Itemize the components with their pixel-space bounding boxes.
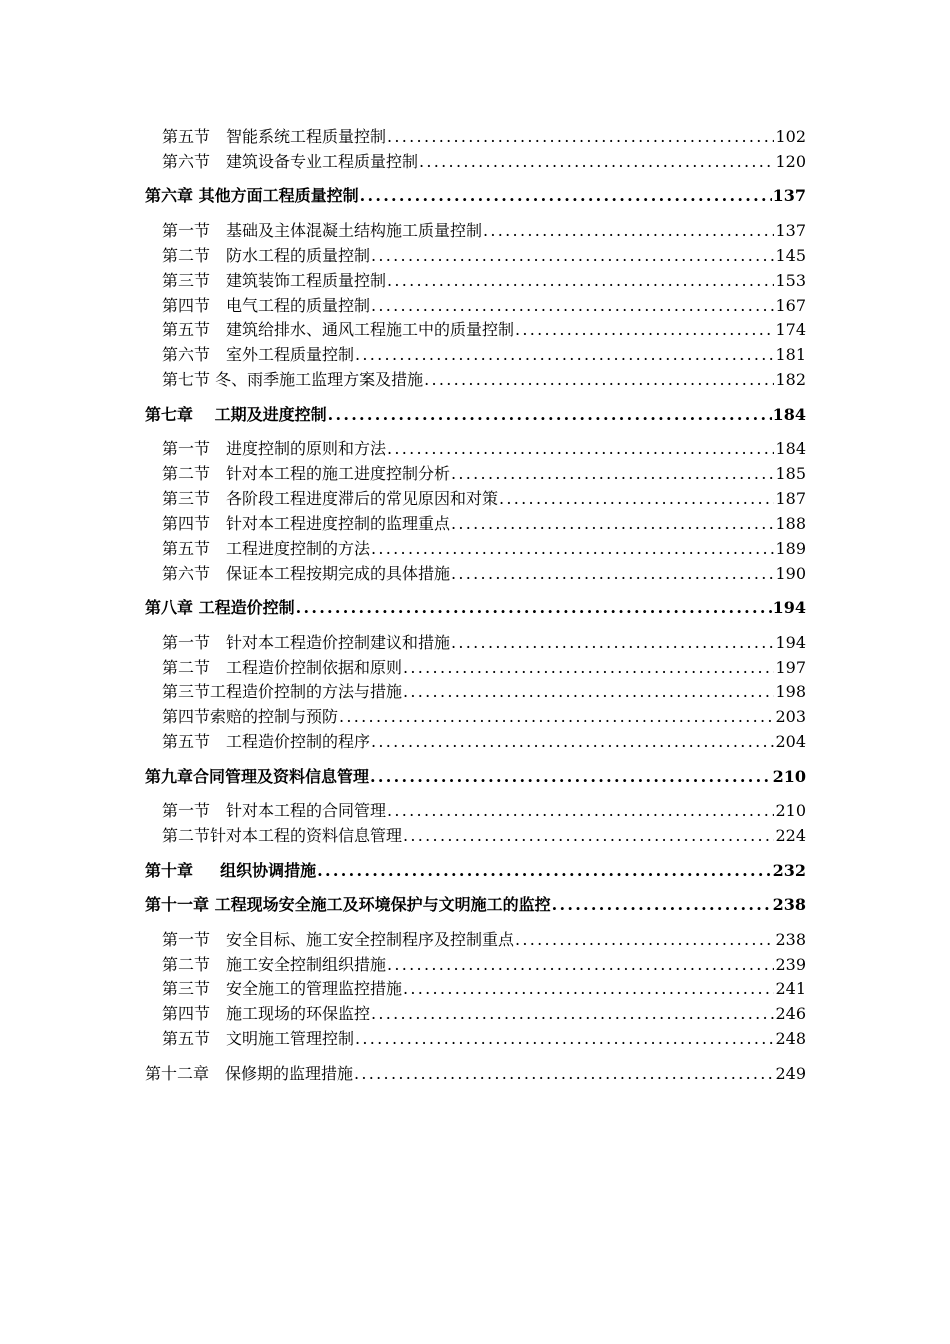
toc-entry-label: 第四节 电气工程的质量控制 bbox=[162, 296, 371, 315]
toc-entry-section[interactable] bbox=[162, 1003, 806, 1025]
toc-dot-leader bbox=[371, 538, 774, 560]
toc-entry-chapter[interactable] bbox=[145, 766, 806, 788]
toc-entry-section[interactable] bbox=[162, 270, 806, 292]
toc-dot-leader bbox=[387, 954, 774, 976]
toc-dot-leader bbox=[317, 860, 771, 882]
toc-entry-label: 第一节 基础及主体混凝土结构施工质量控制 bbox=[162, 221, 483, 240]
toc-entry-section[interactable] bbox=[162, 632, 806, 654]
toc-entry-label: 第三节 建筑装饰工程质量控制 bbox=[162, 271, 387, 290]
toc-page-number: 167 bbox=[775, 296, 806, 315]
toc-entry-section[interactable] bbox=[162, 978, 806, 1000]
toc-entry-label: 第一节 针对本工程造价控制建议和措施 bbox=[162, 633, 451, 652]
toc-entry-label: 第一节 安全目标、施工安全控制程序及控制重点 bbox=[162, 930, 515, 949]
toc-entry-label: 第三节 安全施工的管理监控措施 bbox=[162, 979, 403, 998]
toc-entry-section[interactable] bbox=[162, 344, 806, 366]
toc-entry-label: 第七节 冬、雨季施工监理方案及措施 bbox=[162, 370, 424, 389]
toc-dot-leader bbox=[515, 319, 774, 341]
toc-dot-leader bbox=[403, 825, 774, 847]
toc-entry-section[interactable] bbox=[162, 319, 806, 341]
toc-entry-section[interactable] bbox=[162, 488, 806, 510]
toc-dot-leader bbox=[403, 657, 774, 679]
toc-dot-leader bbox=[403, 978, 774, 1000]
toc-page-number: 203 bbox=[775, 707, 806, 726]
toc-entry-section[interactable] bbox=[162, 513, 806, 535]
toc-dot-leader bbox=[387, 126, 774, 148]
toc-page-number: 198 bbox=[775, 682, 806, 701]
toc-page-number: 137 bbox=[775, 221, 806, 240]
toc-page-number: 238 bbox=[775, 930, 806, 949]
toc-entry-section[interactable] bbox=[162, 825, 806, 847]
toc-entry-section[interactable] bbox=[162, 295, 806, 317]
toc-page-number: 184 bbox=[772, 405, 806, 424]
toc-entry-label: 第六节 建筑设备专业工程质量控制 bbox=[162, 152, 419, 171]
toc-entry-label: 第十章 组织协调措施 bbox=[145, 861, 317, 880]
toc-dot-leader bbox=[355, 1028, 774, 1050]
toc-entry-section[interactable] bbox=[162, 463, 806, 485]
toc-entry-label: 第一节 针对本工程的合同管理 bbox=[162, 801, 387, 820]
toc-page-number: 194 bbox=[775, 633, 806, 652]
toc-entry-section[interactable] bbox=[162, 657, 806, 679]
toc-dot-leader bbox=[483, 220, 774, 242]
toc-entry-label: 第五节 文明施工管理控制 bbox=[162, 1029, 355, 1048]
toc-dot-leader bbox=[355, 344, 774, 366]
toc-dot-leader bbox=[424, 369, 774, 391]
toc-page-number: 153 bbox=[775, 271, 806, 290]
toc-dot-leader bbox=[371, 1003, 774, 1025]
toc-page-number: 120 bbox=[775, 152, 806, 171]
toc-entry-chapter[interactable] bbox=[145, 1063, 806, 1085]
toc-dot-leader bbox=[419, 151, 774, 173]
toc-dot-leader bbox=[387, 800, 774, 822]
toc-page-number: 232 bbox=[772, 861, 806, 880]
toc-dot-leader bbox=[296, 597, 772, 619]
toc-entry-label: 第六章 其他方面工程质量控制 bbox=[145, 186, 359, 205]
toc-entry-label: 第一节 进度控制的原则和方法 bbox=[162, 439, 387, 458]
toc-entry-label: 第十二章 保修期的监理措施 bbox=[145, 1064, 354, 1083]
toc-entry-label: 第五节 工程进度控制的方法 bbox=[162, 539, 371, 558]
toc-page-number: 102 bbox=[775, 127, 806, 146]
toc-page-number: 204 bbox=[775, 732, 806, 751]
toc-entry-label: 第十一章 工程现场安全施工及环境保护与文明施工的监控 bbox=[145, 895, 551, 914]
toc-entry-label: 第三节工程造价控制的方法与措施 bbox=[162, 682, 403, 701]
toc-entry-label: 第二节 施工安全控制组织措施 bbox=[162, 955, 387, 974]
toc-page-number: 241 bbox=[775, 979, 806, 998]
toc-entry-section[interactable] bbox=[162, 731, 806, 753]
toc-entry-label: 第八章 工程造价控制 bbox=[145, 598, 295, 617]
toc-entry-section[interactable] bbox=[162, 245, 806, 267]
toc-page-number: 188 bbox=[775, 514, 806, 533]
toc-dot-leader bbox=[360, 185, 772, 207]
toc-entry-label: 第五节 工程造价控制的程序 bbox=[162, 732, 371, 751]
toc-entry-label: 第七章 工期及进度控制 bbox=[145, 405, 327, 424]
toc-dot-leader bbox=[328, 404, 772, 426]
toc-entry-label: 第四节 施工现场的环保监控 bbox=[162, 1004, 371, 1023]
toc-dot-leader bbox=[451, 632, 774, 654]
toc-dot-leader bbox=[371, 295, 774, 317]
toc-entry-label: 第二节针对本工程的资料信息管理 bbox=[162, 826, 403, 845]
toc-page-number: 239 bbox=[775, 955, 806, 974]
toc-page-number: 181 bbox=[775, 345, 806, 364]
toc-page-number: 246 bbox=[775, 1004, 806, 1023]
toc-page-number: 210 bbox=[775, 801, 806, 820]
toc-entry-label: 第九章合同管理及资料信息管理 bbox=[145, 767, 370, 786]
toc-entry-section[interactable] bbox=[162, 126, 806, 148]
toc-entry-section[interactable] bbox=[162, 151, 806, 173]
toc-page-number: 145 bbox=[775, 246, 806, 265]
toc-page-number: 187 bbox=[775, 489, 806, 508]
toc-page-number: 249 bbox=[775, 1064, 806, 1083]
toc-page-number: 224 bbox=[775, 826, 806, 845]
toc-entry-label: 第三节 各阶段工程进度滞后的常见原因和对策 bbox=[162, 489, 499, 508]
toc-dot-leader bbox=[451, 563, 774, 585]
toc-entry-label: 第四节 针对本工程进度控制的监理重点 bbox=[162, 514, 451, 533]
toc-dot-leader bbox=[371, 245, 774, 267]
toc-dot-leader bbox=[339, 706, 774, 728]
toc-entry-section[interactable] bbox=[162, 681, 806, 703]
toc-entry-section[interactable] bbox=[162, 954, 806, 976]
toc-entry-label: 第二节 针对本工程的施工进度控制分析 bbox=[162, 464, 451, 483]
toc-dot-leader bbox=[354, 1063, 774, 1085]
toc-entry-chapter[interactable] bbox=[145, 185, 806, 207]
toc-page-number: 210 bbox=[772, 767, 806, 786]
toc-page-number: 190 bbox=[775, 564, 806, 583]
toc-entry-section[interactable] bbox=[162, 220, 806, 242]
toc-page-number: 174 bbox=[775, 320, 806, 339]
toc-entry-section[interactable] bbox=[162, 538, 806, 560]
toc-page-number: 137 bbox=[772, 186, 806, 205]
toc-dot-leader bbox=[387, 438, 774, 460]
toc-page-number: 248 bbox=[775, 1029, 806, 1048]
toc-dot-leader bbox=[403, 681, 774, 703]
toc-page-number: 189 bbox=[775, 539, 806, 558]
toc-entry-section[interactable] bbox=[162, 369, 806, 391]
toc-dot-leader bbox=[552, 894, 772, 916]
toc-dot-leader bbox=[387, 270, 774, 292]
toc-entry-label: 第六节 保证本工程按期完成的具体措施 bbox=[162, 564, 451, 583]
toc-entry-label: 第六节 室外工程质量控制 bbox=[162, 345, 355, 364]
toc-entry-section[interactable] bbox=[162, 438, 806, 460]
toc-entry-section[interactable] bbox=[162, 929, 806, 951]
toc-entry-label: 第四节索赔的控制与预防 bbox=[162, 707, 339, 726]
toc-page-number: 184 bbox=[775, 439, 806, 458]
toc-page-number: 238 bbox=[772, 895, 806, 914]
toc-dot-leader bbox=[370, 766, 772, 788]
toc-page-number: 194 bbox=[772, 598, 806, 617]
toc-entry-label: 第二节 防水工程的质量控制 bbox=[162, 246, 371, 265]
toc-dot-leader bbox=[371, 731, 774, 753]
toc-entry-label: 第五节 建筑给排水、通风工程施工中的质量控制 bbox=[162, 320, 515, 339]
toc-page-number: 197 bbox=[775, 658, 806, 677]
toc-entry-section[interactable] bbox=[162, 800, 806, 822]
toc-page-number: 182 bbox=[775, 370, 806, 389]
toc-entry-chapter[interactable] bbox=[145, 894, 806, 916]
toc-page-number: 185 bbox=[775, 464, 806, 483]
toc-dot-leader bbox=[451, 513, 774, 535]
toc-dot-leader bbox=[515, 929, 774, 951]
toc-entry-chapter[interactable] bbox=[145, 597, 806, 619]
toc-entry-chapter[interactable] bbox=[145, 860, 806, 882]
toc-entry-section[interactable] bbox=[162, 1028, 806, 1050]
toc-entry-label: 第五节 智能系统工程质量控制 bbox=[162, 127, 387, 146]
toc-entry-section[interactable] bbox=[162, 563, 806, 585]
toc-entry-section[interactable] bbox=[162, 706, 806, 728]
toc-dot-leader bbox=[451, 463, 774, 485]
toc-dot-leader bbox=[499, 488, 774, 510]
toc-entry-label: 第二节 工程造价控制依据和原则 bbox=[162, 658, 403, 677]
toc-entry-chapter[interactable] bbox=[145, 404, 806, 426]
